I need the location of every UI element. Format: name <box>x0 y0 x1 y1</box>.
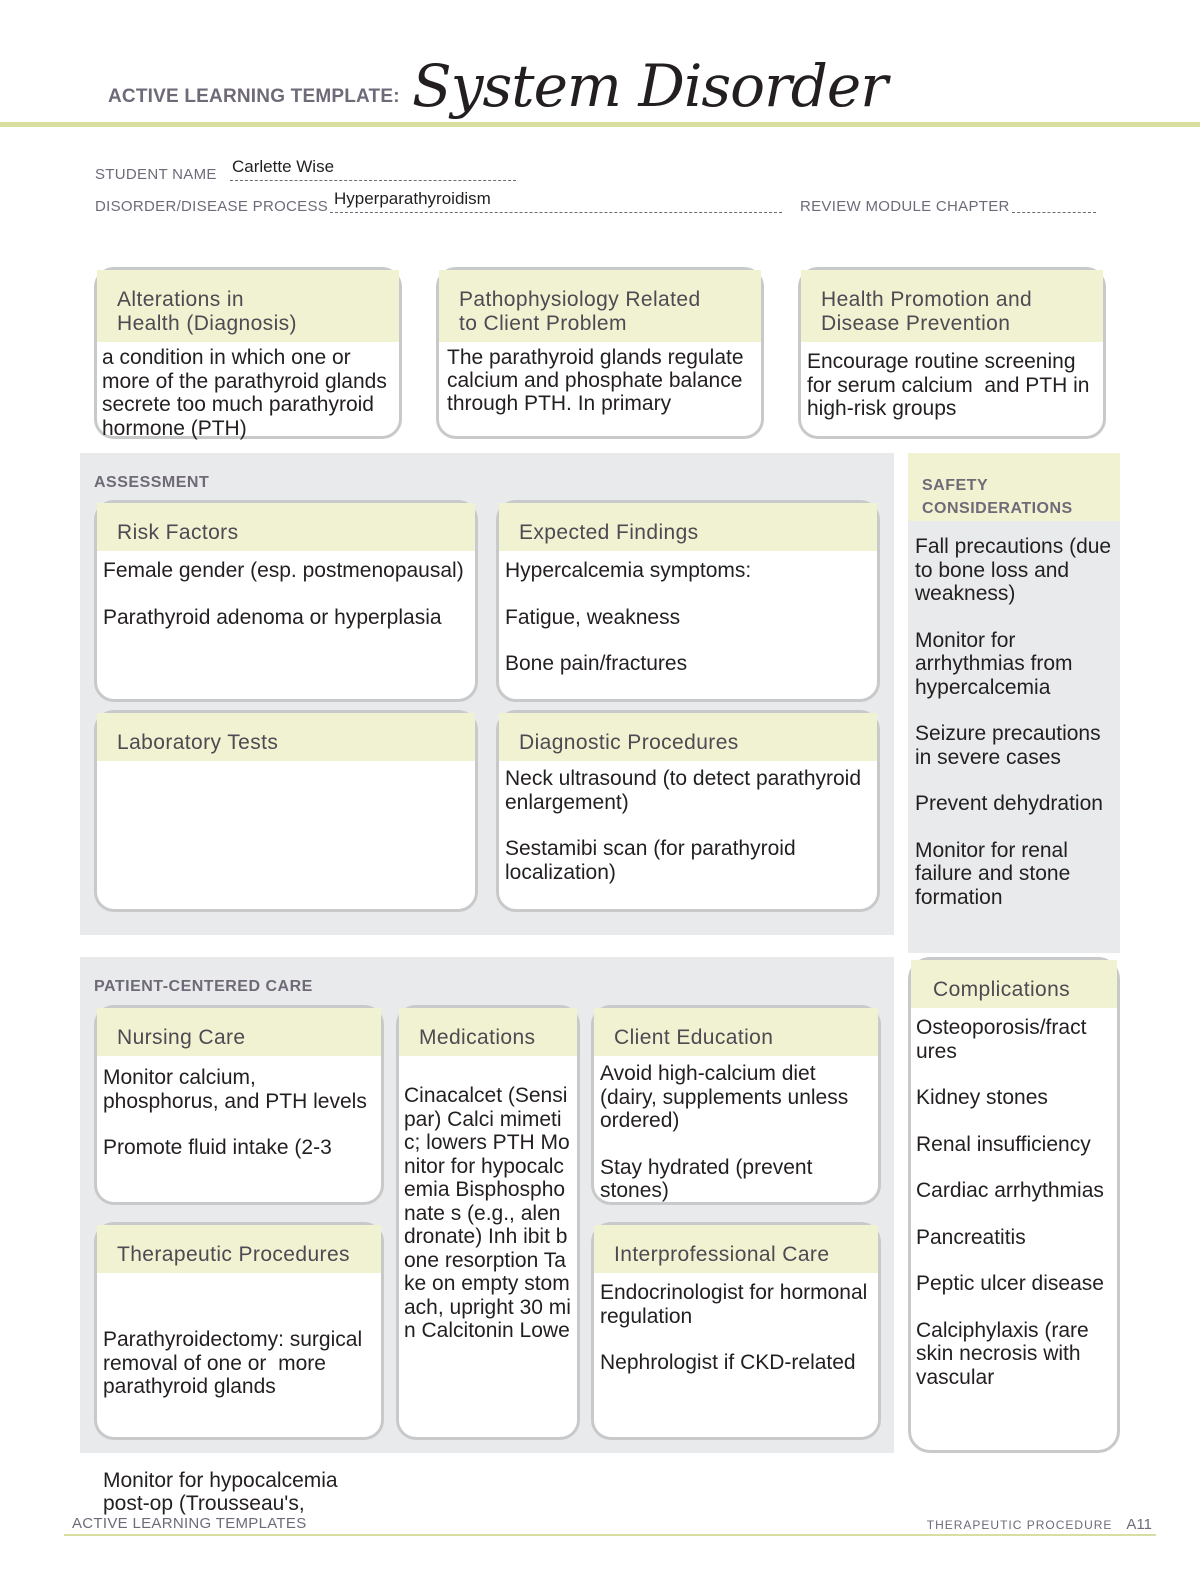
review-module-field[interactable] <box>1012 212 1096 213</box>
diagnostic-item: Sestamibi scan (for parathyroid localization) <box>505 837 796 884</box>
footer-right <box>927 1516 1152 1533</box>
alterations-box <box>94 267 402 439</box>
expected-findings-title: Expected Findings <box>499 503 877 551</box>
student-name-field[interactable]: Carlette Wise <box>232 157 335 176</box>
disorder-label: DISORDER/DISEASE PROCESS <box>95 198 329 215</box>
safety-list <box>908 531 1121 957</box>
risk-factors-box <box>94 500 478 702</box>
pathophysiology-title: Pathophysiology Related to Client Problem <box>439 270 761 342</box>
safety-item: Prevent dehydration <box>915 792 1103 815</box>
review-module-label: REVIEW MODULE CHAPTER <box>800 198 1010 215</box>
finding-item: Bone pain/fractures <box>505 652 688 675</box>
interprofessional-care-box <box>591 1222 881 1440</box>
nursing-care-item: Monitor calcium, phosphorus, and PTH levels <box>103 1066 367 1113</box>
complication-item: Calciphylaxis (rare skin necrosis with vascular <box>916 1318 1089 1389</box>
client-education-box <box>591 1005 881 1205</box>
health-promotion-text: Encourage routine screening for serum calcium and PTH in high-risk groups <box>807 350 1096 420</box>
nursing-care-title: Nursing Care <box>97 1008 381 1056</box>
footer-rule <box>64 1534 1156 1536</box>
safety-item: Fall precautions (due to bone loss and weakness) <box>915 535 1112 605</box>
risk-factors-title: Risk Factors <box>97 503 475 551</box>
pathophysiology-box <box>436 267 764 439</box>
disorder-field[interactable]: Hyperparathyroidism <box>334 189 491 208</box>
health-promotion-box <box>798 267 1106 439</box>
complication-item: Osteoporosis/fract ures <box>916 1016 1087 1063</box>
safety-item: Seizure precautions in severe cases <box>915 722 1101 769</box>
finding-item: Fatigue, weakness <box>505 605 681 629</box>
safety-title: SAFETY CONSIDERATIONS <box>922 477 1073 517</box>
safety-item: Monitor for renal failure and stone formation <box>915 838 1071 909</box>
complication-item: Kidney stones <box>916 1086 1048 1109</box>
laboratory-tests-box <box>94 710 478 912</box>
interprofessional-item: Endocrinologist for hormonal regulation <box>600 1281 868 1328</box>
diagnostic-procedures-box <box>496 710 880 912</box>
alterations-title: Alterations in Health (Diagnosis) <box>97 270 399 342</box>
therapeutic-item: Monitor for hypocalcemia post-op (Trousseau's, <box>103 1468 344 1515</box>
assessment-title: ASSESSMENT <box>94 474 210 491</box>
page-number: A11 <box>1126 1516 1152 1533</box>
medications-text: Cinacalcet (Sensipar) Calci mimetic; lowers PTH Monitor for hypocalcemia Bisphosphonate s (e.g., alendronate) Inh ibit bone resorption Take on empty stomach, upright 30 min Calcitonin Lowe <box>404 1084 571 1342</box>
client-education-item: Avoid high-calcium diet (dairy, supplements unless ordered) <box>600 1062 849 1132</box>
complication-item: Peptic ulcer disease <box>916 1272 1104 1295</box>
complications-box <box>908 957 1120 1453</box>
laboratory-tests-title: Laboratory Tests <box>97 713 475 761</box>
finding-item: Hypercalcemia symptoms: <box>505 559 752 582</box>
complication-item: Cardiac arrhythmias <box>916 1179 1104 1202</box>
therapeutic-item: Parathyroidectomy: surgical removal of one or more parathyroid glands <box>103 1328 368 1398</box>
disorder-line <box>330 212 782 213</box>
diagnostic-item: Neck ultrasound (to detect parathyroid enlargement) <box>505 767 862 814</box>
client-education-title: Client Education <box>594 1008 878 1056</box>
nursing-care-box <box>94 1005 384 1205</box>
therapeutic-procedures-title: Therapeutic Procedures <box>97 1225 381 1273</box>
expected-findings-box <box>496 500 880 702</box>
student-name-line <box>230 180 516 181</box>
nursing-care-item: Promote fluid intake (2-3 <box>103 1136 332 1159</box>
interprofessional-item: Nephrologist if CKD-related <box>600 1351 856 1374</box>
template-label: ACTIVE LEARNING TEMPLATE: <box>108 86 400 107</box>
alterations-text: a condition in which one or more of the parathyroid glands secrete too much parathyroid hormone (PTH) <box>102 346 387 440</box>
complication-item: Renal insufficiency <box>916 1132 1091 1156</box>
therapeutic-procedures-box <box>94 1222 384 1515</box>
footer-left: ACTIVE LEARNING TEMPLATES <box>72 1515 307 1532</box>
interprofessional-care-title: Interprofessional Care <box>594 1225 878 1273</box>
risk-factor-item: Female gender (esp. postmenopausal) <box>103 559 464 582</box>
diagnostic-procedures-title: Diagnostic Procedures <box>499 713 877 761</box>
header-rule <box>0 122 1200 127</box>
complications-title: Complications <box>911 960 1117 1008</box>
risk-factor-item: Parathyroid adenoma or hyperplasia <box>103 605 442 629</box>
student-name-label: STUDENT NAME <box>95 166 217 183</box>
client-education-item: Stay hydrated (prevent stones) <box>600 1155 813 1202</box>
medications-box <box>396 1005 580 1440</box>
template-title: System Disorder <box>412 52 887 120</box>
safety-item: Monitor for arrhythmias from hypercalcemia <box>915 628 1073 699</box>
health-promotion-title: Health Promotion and Disease Prevention <box>801 270 1103 342</box>
medications-title: Medications <box>399 1008 577 1056</box>
complication-item: Pancreatitis <box>916 1225 1026 1249</box>
footer-section-label: THERAPEUTIC PROCEDURE <box>926 1518 1113 1532</box>
patient-centered-care-title: PATIENT-CENTERED CARE <box>94 978 313 995</box>
pathophysiology-text: The parathyroid glands regulate calcium and phosphate balance through PTH. In primary <box>447 346 744 415</box>
